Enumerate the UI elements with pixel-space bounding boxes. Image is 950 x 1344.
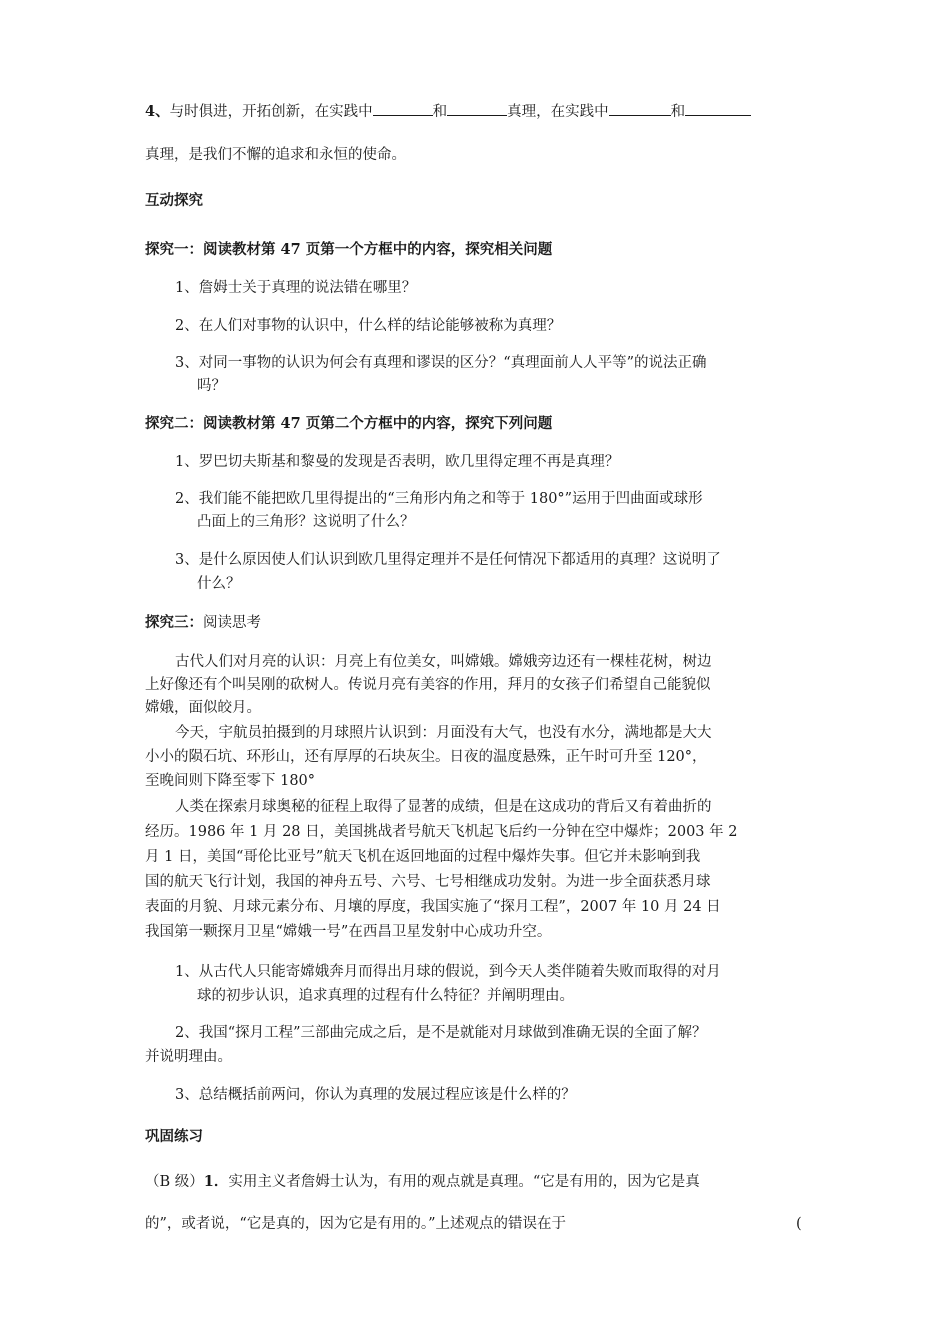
fill-in-text-1: 与时俱进，开拓创新，在实践中 — [169, 104, 373, 120]
inquiry1-title: 探究一：阅读教材第 47 页第一个方框中的内容，探究相关问题 — [145, 241, 553, 258]
paragraph-1-line-1: 古代人们对月亮的认识：月亮上有位美女，叫嫦娥。嫦娥旁边还有一棵桂花树，树边 — [175, 654, 712, 670]
inquiry1-question-2: 2、在人们对事物的认识中，什么样的结论能够被称为真理？ — [175, 318, 562, 334]
fill-in-line-2: 真理，是我们不懈的追求和永恒的使命。 — [145, 147, 406, 163]
inquiry3-title-text: 阅读思考 — [203, 615, 261, 631]
item-number: 4、 — [145, 103, 170, 120]
blank-3[interactable] — [609, 100, 671, 116]
inquiry3-question-3: 3、总结概括前两问，你认为真理的发展过程应该是什么样的？ — [175, 1087, 576, 1103]
inquiry2-question-1: 1、罗巴切夫斯基和黎曼的发现是否表明，欧几里得定理不再是真理？ — [175, 454, 620, 470]
paragraph-2-line-2: 小小的陨石坑、环形山，还有厚厚的石块灰尘。日夜的温度悬殊，正午时可升至 120°， — [145, 749, 707, 765]
paragraph-2-line-3: 至晚间则下降至零下 180° — [145, 773, 316, 789]
blank-4[interactable] — [685, 100, 751, 116]
paragraph-3-line-5: 表面的月貌、月球元素分布、月壤的厚度，我国实施了“探月工程”，2007 年 10 月 24 日 — [145, 899, 721, 915]
inquiry3-question-2-line2: 并说明理由。 — [145, 1049, 232, 1065]
blank-2[interactable] — [447, 100, 507, 116]
paragraph-3-line-3: 月 1 日，美国“哥伦比亚号”航天飞机在返回地面的过程中爆炸失事。但它并未影响到我 — [145, 849, 701, 865]
paragraph-1-line-2: 上好像还有个叫吴刚的砍树人。传说月亮有美容的作用，拜月的女孩子们希望自己能貌似 — [145, 677, 711, 693]
inquiry3-title-label: 探究三： — [145, 614, 203, 631]
inquiry3-title — [145, 611, 810, 635]
inquiry2-question-2-line2: 凸面上的三角形？这说明了什么？ — [197, 514, 415, 530]
practice-question-1-line1 — [145, 1170, 810, 1194]
inquiry1-question-3-line1: 3、对同一事物的认识为何会有真理和谬误的区分？“真理面前人人平等”的说法正确 — [175, 355, 707, 371]
blank-1[interactable] — [373, 100, 433, 116]
fill-in-text-2: 真理，在实践中 — [507, 104, 609, 120]
inquiry2-question-2-line1: 2、我们能不能把欧几里得提出的“三角形内角之和等于 180°”运用于凹曲面或球形 — [175, 491, 703, 507]
paragraph-3-line-2: 经历。1986 年 1 月 28 日，美国挑战者号航天飞机起飞后约一分钟在空中爆炸；2003 年 2 — [145, 824, 738, 840]
fill-in-and-2: 和 — [670, 104, 686, 120]
paragraph-1-line-3: 嫦娥，面似皎月。 — [145, 700, 261, 716]
inquiry3-question-2-line1: 2、我国“探月工程”三部曲完成之后，是不是就能对月球做到准确无误的全面了解？ — [175, 1025, 707, 1041]
inquiry3-question-1-line1: 1、从古代人只能寄嫦娥奔月而得出月球的假说，到今天人类伴随着失败而取得的对月 — [175, 964, 721, 980]
inquiry3-question-1-line2: 球的初步认识，追求真理的过程有什么特征？并阐明理由。 — [197, 988, 574, 1004]
practice-question-1-text: 实用主义者詹姆士认为，有用的观点就是真理。“它是有用的，因为它是真 — [228, 1174, 700, 1190]
inquiry2-question-3-line2: 什么？ — [197, 576, 241, 592]
section-heading-practice: 巩固练习 — [145, 1128, 203, 1145]
paragraph-2-line-1: 今天，宇航员拍摄到的月球照片认识到：月面没有大气，也没有水分，满地都是大大 — [175, 725, 712, 741]
inquiry1-question-3-line2: 吗？ — [197, 378, 226, 394]
practice-question-1-line2 — [145, 1212, 810, 1236]
inquiry2-question-3-line1: 3、是什么原因使人们认识到欧几里得定理并不是任何情况下都适用的真理？这说明了 — [175, 552, 721, 568]
answer-paren: ( — [796, 1216, 802, 1232]
inquiry1-question-1: 1、詹姆士关于真理的说法错在哪里？ — [175, 280, 417, 296]
fill-in-and-1: 和 — [432, 104, 448, 120]
section-heading-interactive: 互动探究 — [145, 192, 203, 209]
practice-question-1-text-2: 的”，或者说，“它是真的，因为它是有用的。”上述观点的错误在于 — [145, 1216, 566, 1232]
practice-level: （B 级） — [145, 1174, 204, 1190]
paragraph-3-line-4: 国的航天飞行计划，我国的神舟五号、六号、七号相继成功发射。为进一步全面获悉月球 — [145, 874, 711, 890]
paragraph-3-line-1: 人类在探索月球奥秘的征程上取得了显著的成绩，但是在这成功的背后又有着曲折的 — [175, 799, 712, 815]
practice-number: 1． — [203, 1173, 229, 1190]
inquiry2-title: 探究二：阅读教材第 47 页第二个方框中的内容，探究下列问题 — [145, 415, 553, 432]
fill-in-line-1 — [145, 100, 810, 124]
paragraph-3-line-6: 我国第一颗探月卫星“嫦娥一号”在西昌卫星发射中心成功升空。 — [145, 924, 552, 940]
